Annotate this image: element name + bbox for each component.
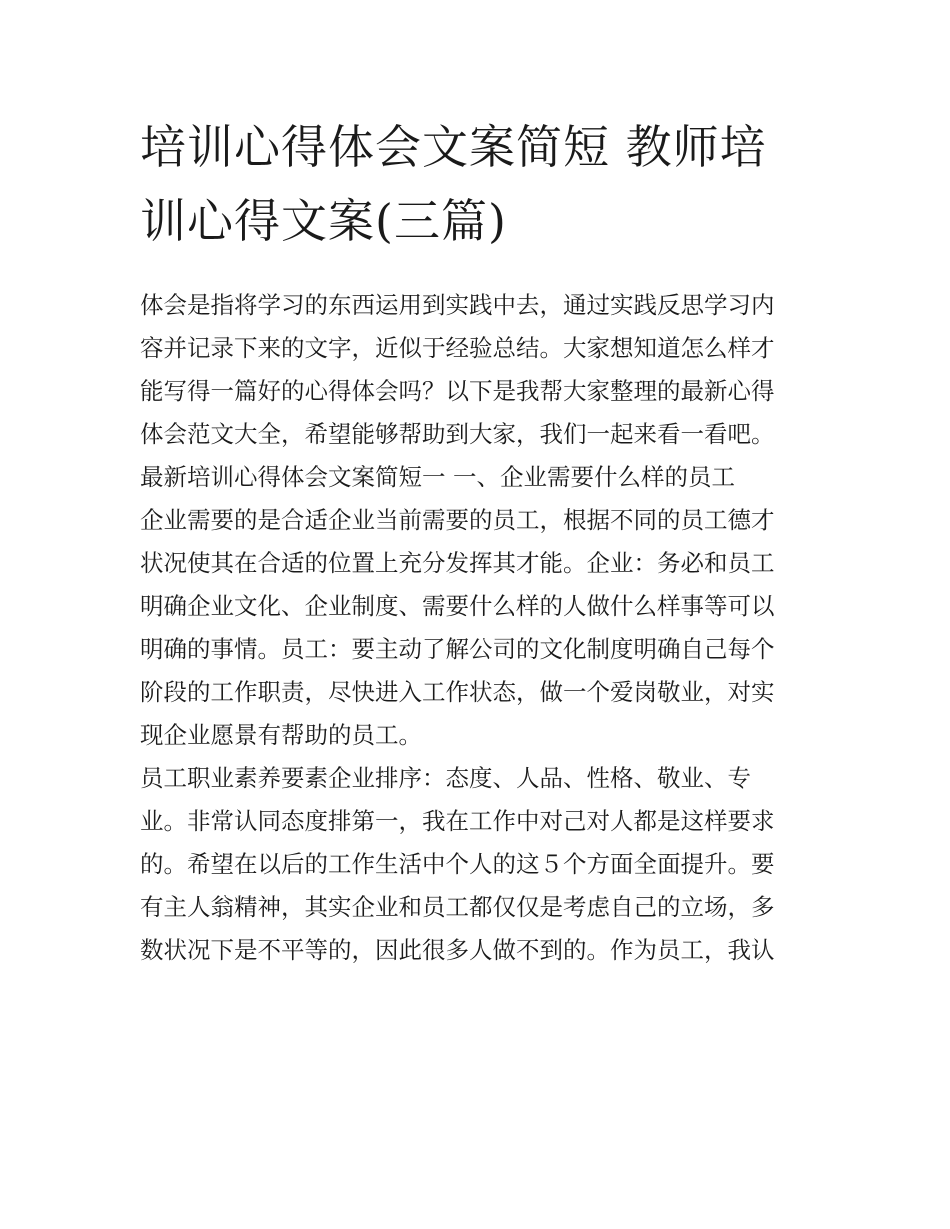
body-line: 明确企业文化、企业制度、需要什么样的人做什么样事等可以 xyxy=(140,592,775,620)
section-heading-line: 最新培训心得体会文案简短一 一、企业需要什么样的员工 xyxy=(140,463,735,491)
body-line: 的。希望在以后的工作生活中个人的这５个方面全面提升。要 xyxy=(140,850,775,878)
title-line: 训心得文案(三篇) xyxy=(140,194,507,248)
body-line: 数状况下是不平等的，因此很多人做不到的。作为员工，我认 xyxy=(140,936,775,964)
body-line: 现企业愿景有帮助的员工。 xyxy=(140,721,422,749)
body-line: 体会范文大全，希望能够帮助到大家，我们一起来看一看吧。 xyxy=(140,420,775,448)
body-line: 阶段的工作职责，尽快进入工作状态，做一个爱岗敬业，对实 xyxy=(140,678,775,706)
body-line: 体会是指将学习的东西运用到实践中去，通过实践反思学习内 xyxy=(140,291,775,319)
body-line: 能写得一篇好的心得体会吗？以下是我帮大家整理的最新心得 xyxy=(140,377,775,405)
body-line: 企业需要的是合适企业当前需要的员工，根据不同的员工德才 xyxy=(140,506,775,534)
title-line: 培训心得体会文案简短 教师培 xyxy=(140,120,767,174)
document-body xyxy=(140,284,820,972)
body-line: 明确的事情。员工：要主动了解公司的文化制度明确自己每个 xyxy=(140,635,775,663)
body-line: 有主人翁精神，其实企业和员工都仅仅是考虑自己的立场，多 xyxy=(140,893,775,921)
body-line: 容并记录下来的文字，近似于经验总结。大家想知道怎么样才 xyxy=(140,334,775,362)
document-title xyxy=(140,110,820,258)
body-line: 状况使其在合适的位置上充分发挥其才能。企业：务必和员工 xyxy=(140,549,775,577)
body-line: 员工职业素养要素企业排序：态度、人品、性格、敬业、专 xyxy=(140,764,751,792)
body-line: 业。非常认同态度排第一，我在工作中对己对人都是这样要求 xyxy=(140,807,775,835)
